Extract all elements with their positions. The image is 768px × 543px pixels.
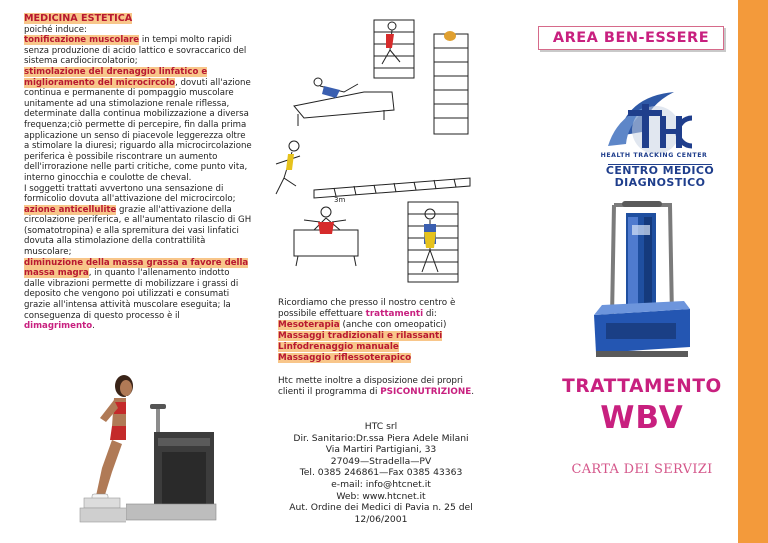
benefit-fat-reduction: diminuzione della massa grassa a favore della massa magra, in quanto l'allenamento indotto dalle vibrazioni permette di mobilizzare i grassi di deposito che vengono poi utilizzati e consumati grazie all'intensa attività muscolare eseguita; la conseguenza di questo processo è il dimagrimento. (24, 257, 249, 332)
service-linfodrenaggio: Linfodrenaggio manuale (278, 342, 399, 352)
service-riflessoterapico: Massaggio riflessoterapico (278, 353, 412, 363)
contact-phone: Tel. 0385 246861—Fax 0385 43363 (299, 467, 463, 479)
centro-medico-label: CENTRO MEDICO (605, 164, 715, 177)
contact-address: Via Martiri Partigiani, 33 (325, 444, 437, 456)
benefit-drainage: stimolazione del drenaggio linfatico e miglioramento del microcircolo, dovuti all'azione continua e permanente di pompaggio muscolare unitamente ad una stimolazione renale riflessa, determinate dalla continua mobilizzazione a diversa frequenza;ciò permette di percepire, fin dalla prima applicazione un senso di piacevole leggerezza oltre a stimolare la diuresi; riguardo alla microcircolazione periferica è possibile riscontrare un aumento dell'irrorazione nelle parti critiche, come punto vita, interno ginocchia e coulotte de cheval. (24, 66, 252, 183)
section-title: MEDICINA ESTETICA (24, 13, 133, 24)
benefit-toning: tonificazione muscolare in tempi molto rapidi senza produzione di acido lattico e sovraccarico del sistema cardiocircolatorio; (24, 35, 247, 67)
service-charter-title: CARTA DEI SERVIZI (571, 462, 713, 477)
treatment-title: TRATTAMENTO (562, 376, 722, 397)
contact-director: Dir. Sanitario:Dr.ssa Piera Adele Milani (293, 432, 469, 444)
contact-email: e-mail: info@htcnet.it (331, 478, 431, 490)
service-massaggi: Massaggi tradizionali e rilassanti (278, 331, 443, 341)
diagnostico-label: DIAGNOSTICO (614, 176, 706, 189)
area-title: AREA BEN-ESSERE (552, 30, 710, 46)
wbv-machine-image (592, 197, 692, 363)
contact-company: HTC srl (364, 421, 398, 432)
service-mesoterapia: Mesoterapia (anche con omeopatici) (278, 320, 447, 330)
wbv-title: WBV (600, 400, 684, 436)
intro-text: poiché induce: (24, 24, 87, 35)
orange-side-bar (738, 0, 768, 543)
benefit-anticellulite: azione anticellulite grazie all'attivazione della circolazione periferica, e all'aumentato rilascio di GH (somatotropina) e alla spremitura dei vasi linfatici dovuta alla stimolazione della contrattilità muscolare; (24, 204, 252, 258)
wbv-machine-photo (126, 396, 244, 528)
services-intro: Ricordiamo che presso il nostro centro è possibile effettuare trattamenti di: (278, 298, 456, 319)
htc-label: HEALTH TRACKING CENTER (600, 152, 708, 159)
services-text (278, 298, 488, 398)
psiconutrizione-text: Htc mette inoltre a disposizione dei propri clienti il programma di PSICONUTRIZIONE. (278, 376, 475, 397)
svg-text:3m: 3m (334, 196, 346, 204)
exercise-illustrations (274, 14, 474, 286)
contact-authorization: Aut. Ordine dei Medici di Pavia n. 25 del (289, 502, 473, 514)
paragraph-tingling: I soggetti trattati avvertono una sensazione di formicolio dovuta all'attivazione del microcircolo; (24, 183, 236, 205)
area-title-box (538, 26, 724, 50)
contact-web: Web: www.htcnet.it (336, 490, 426, 502)
contact-city: 27049—Stradella—PV (330, 455, 432, 467)
contact-authorization-date: 12/06/2001 (354, 513, 408, 525)
left-column (24, 14, 252, 332)
contact-block (280, 421, 482, 525)
